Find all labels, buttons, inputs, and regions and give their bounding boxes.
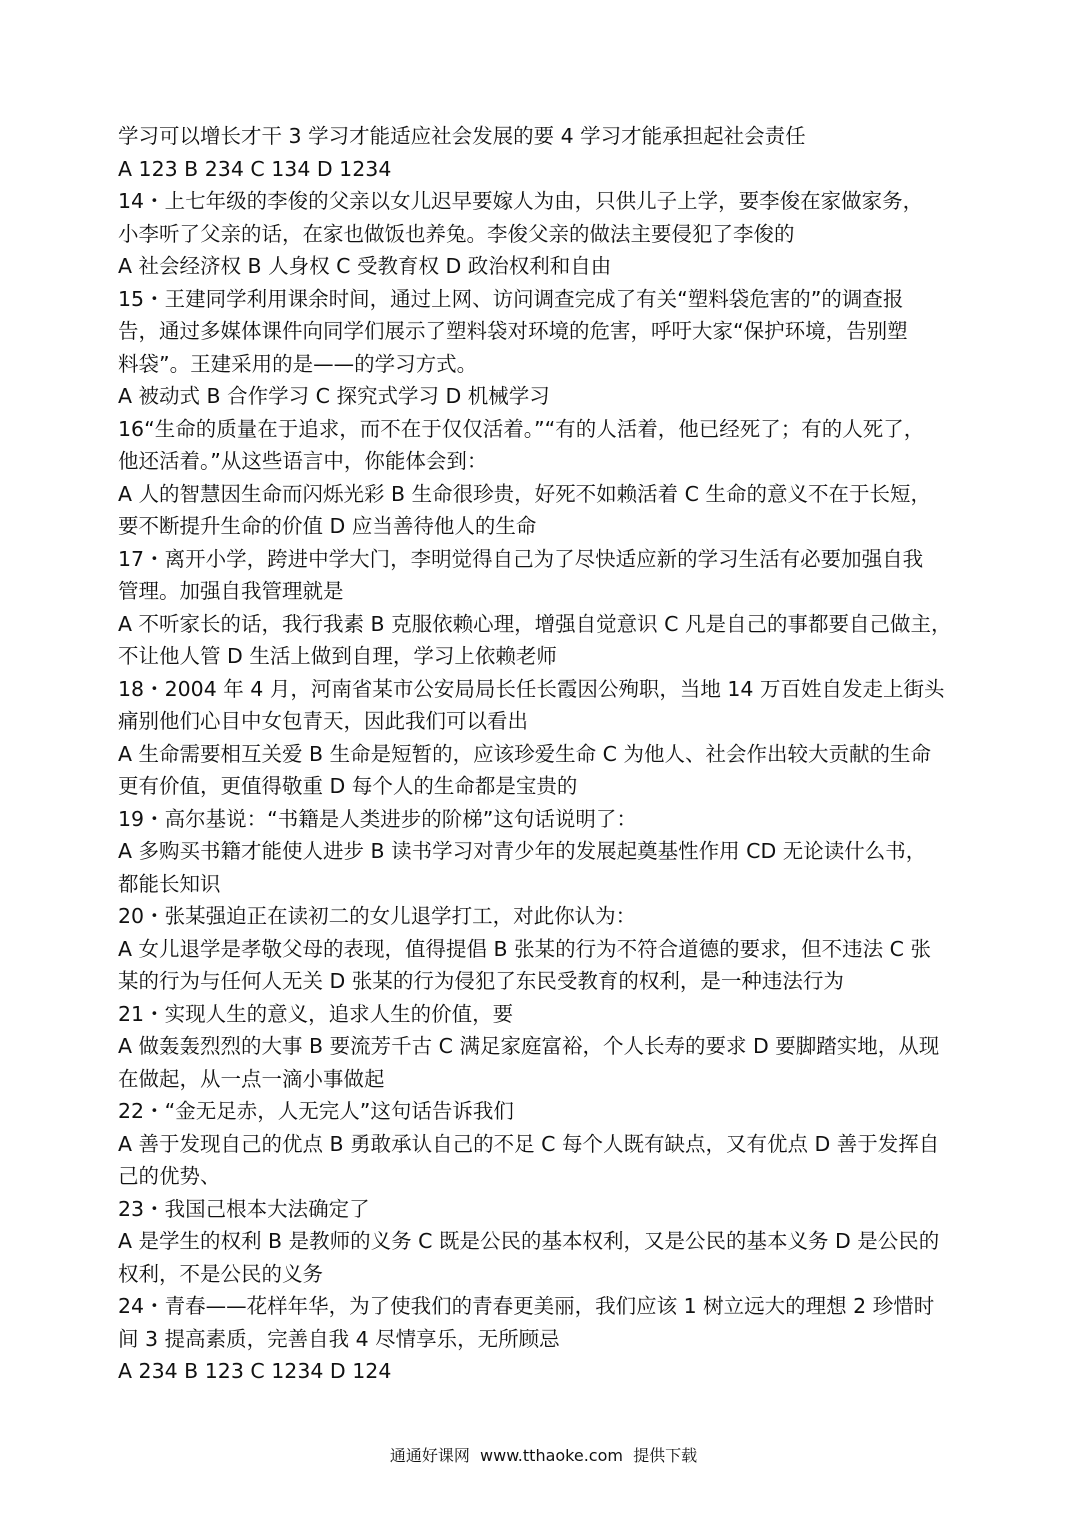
question-22: 22・“金无足赤，人无完人”这句话告诉我们 xyxy=(118,1099,514,1123)
question-21: 21・实现人生的意义，追求人生的价值，要 xyxy=(118,1001,514,1026)
text-line: 小李听了父亲的话，在家也做饭也养兔。李俊父亲的做法主要侵犯了李俊的 xyxy=(118,221,795,246)
text-line: 要不断提升生命的价值 D 应当善待他人的生命 xyxy=(118,514,537,538)
question-18: 18・2004 年 4 月，河南省某市公安局局长任长霞因公殉职，当地 14 万百姓自发走上街头 xyxy=(118,676,945,701)
text-line: 权利，不是公民的义务 xyxy=(118,1261,323,1286)
question-17: 17・离开小学，跨进中学大门，李明觉得自己为了尽快适应新的学习生活有必要加强自我 xyxy=(118,546,924,571)
text-line: 都能长知识 xyxy=(118,871,221,896)
page-footer: 通通好课网 www.tthaoke.com 提供下载 xyxy=(389,1446,698,1465)
text-line: 某的行为与任何人无关 D 张某的行为侵犯了东民受教育的权利，是一种违法行为 xyxy=(118,969,844,993)
question-16: 16“生命的质量在于追求，而不在于仅仅活着。”“有的人活着，他已经死了；有的人死了， xyxy=(118,416,925,441)
answer-options: A 234 B 123 C 1234 D 124 xyxy=(118,1359,392,1383)
answer-options: A 社会经济权 B 人身权 C 受教育权 D 政治权利和自由 xyxy=(118,254,612,278)
answer-options: A 是学生的权利 B 是教师的义务 C 既是公民的基本权利，又是公民的基本义务 D 是公民的 xyxy=(118,1229,940,1253)
question-20: 20・张某强迫正在读初二的女儿退学打工，对此你认为： xyxy=(118,904,637,928)
text-line: 间 3 提高素质，完善自我 4 尽情享乐，无所顾忌 xyxy=(118,1326,560,1351)
text-line: 学习可以增长才干 3 学习才能适应社会发展的要 4 学习才能承担起社会责任 xyxy=(118,124,806,148)
answer-options: A 女儿退学是孝敬父母的表现，值得提倡 B 张某的行为不符合道德的要求，但不违法 C 张 xyxy=(118,936,931,961)
question-14: 14・上七年级的李俊的父亲以女儿迟早要嫁人为由，只供儿子上学，要李俊在家做家务， xyxy=(118,189,924,213)
answer-options: A 善于发现自己的优点 B 勇敢承认自己的不足 C 每个人既有缺点，又有优点 D 善于发挥自 xyxy=(118,1131,940,1156)
text-line: 痛别他们心目中女包青天，因此我们可以看出 xyxy=(118,709,528,733)
question-15: 15・王建同学利用课余时间，通过上网、访问调查完成了有关“塑料袋危害的”的调查报 xyxy=(118,286,904,311)
answer-options: A 多购买书籍才能使人进步 B 读书学习对青少年的发展起奠基性作用 CD 无论读什么书， xyxy=(118,839,927,863)
text-line: 在做起，从一点一滴小事做起 xyxy=(118,1066,385,1091)
text-line: 他还活着。”从这些语言中，你能体会到： xyxy=(118,449,488,473)
text-line: 不让他人管 D 生活上做到自理，学习上依赖老师 xyxy=(118,644,557,668)
answer-options: A 不听家长的话，我行我素 B 克服依赖心理，增强自觉意识 C 凡是自己的事都要自己做主， xyxy=(118,611,952,636)
text-line: 己的优势、 xyxy=(118,1164,221,1188)
answer-options: A 人的智慧因生命而闪烁光彩 B 生命很珍贵，好死不如赖活着 C 生命的意义不在于长短， xyxy=(118,481,931,506)
answer-options: A 生命需要相互关爱 B 生命是短暂的，应该珍爱生命 C 为他人、社会作出较大贡献的生命 xyxy=(118,741,931,766)
question-24: 24・青春——花样年华，为了使我们的青春更美丽，我们应该 1 树立远大的理想 2 珍惜时 xyxy=(118,1294,935,1318)
answer-options: A 被动式 B 合作学习 C 探究式学习 D 机械学习 xyxy=(118,384,550,408)
text-line: 管理。加强自我管理就是 xyxy=(118,579,344,603)
answer-options: A 123 B 234 C 134 D 1234 xyxy=(118,156,392,181)
answer-options: A 做轰轰烈烈的大事 B 要流芳千古 C 满足家庭富裕，个人长寿的要求 D 要脚踏实地，从现 xyxy=(118,1034,940,1058)
text-line: 料袋”。王建采用的是——的学习方式。 xyxy=(118,351,478,376)
text-line: 更有价值，更值得敬重 D 每个人的生命都是宝贵的 xyxy=(118,774,578,798)
text-line: 告，通过多媒体课件向同学们展示了塑料袋对环境的危害，呼吁大家“保护环境，告别塑 xyxy=(118,319,908,343)
question-23: 23・我国己根本大法确定了 xyxy=(118,1196,370,1221)
document-body xyxy=(118,120,978,1388)
question-19: 19・高尔基说：“书籍是人类进步的阶梯”这句话说明了： xyxy=(118,806,637,831)
